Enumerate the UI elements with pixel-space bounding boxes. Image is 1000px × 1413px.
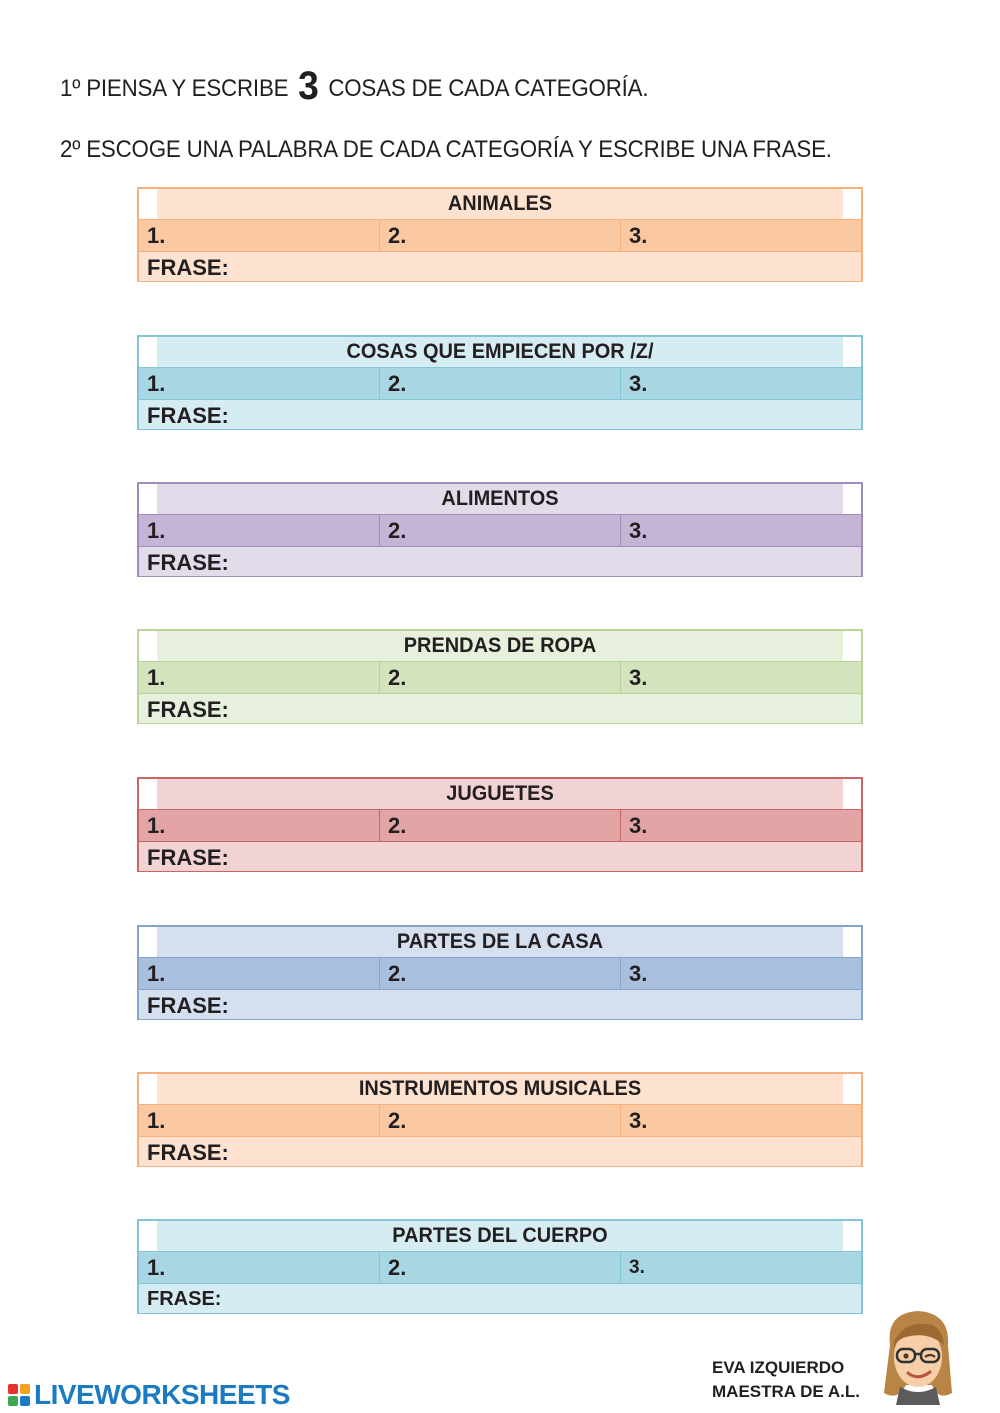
answer-field-2[interactable]: 2. bbox=[380, 810, 621, 841]
author-credit bbox=[712, 1356, 860, 1404]
sentence-field[interactable]: FRASE: bbox=[139, 990, 861, 1019]
logo-text: LIVEWORKSHEETS bbox=[34, 1379, 290, 1410]
answer-row bbox=[139, 367, 861, 400]
answer-row bbox=[139, 957, 861, 990]
answer-field-3[interactable]: 3. bbox=[629, 518, 648, 543]
answer-row bbox=[139, 661, 861, 694]
answer-field-3[interactable]: 3. bbox=[629, 961, 648, 986]
answer-field-2[interactable]: 2. bbox=[380, 220, 621, 251]
author-role: MAESTRA DE A.L. bbox=[712, 1382, 860, 1401]
answer-field-2[interactable]: 2. bbox=[380, 1105, 621, 1136]
answer-field-2[interactable]: 2. bbox=[380, 368, 621, 399]
instruction-2: 2º ESCOGE UNA PALABRA DE CADA CATEGORÍA Y ESCRIBE UNA FRASE. bbox=[60, 136, 832, 163]
author-name: EVA IZQUIERDO bbox=[712, 1358, 845, 1377]
answer-field-3[interactable]: 3. bbox=[629, 665, 648, 690]
answer-row bbox=[139, 1251, 861, 1284]
category-title: PARTES DE LA CASA bbox=[157, 927, 843, 957]
sentence-field[interactable]: FRASE: bbox=[139, 1137, 861, 1166]
sentence-field[interactable]: FRASE: bbox=[139, 842, 861, 871]
instruction-1-post: COSAS DE CADA CATEGORÍA. bbox=[328, 75, 649, 102]
teacher-avatar-icon bbox=[876, 1305, 960, 1405]
category-box-z-words bbox=[137, 335, 863, 430]
category-box-animales bbox=[137, 187, 863, 282]
sentence-field[interactable]: FRASE: bbox=[139, 694, 861, 723]
sentence-field[interactable]: FRASE: bbox=[139, 1284, 861, 1313]
instruction-1-number: 3 bbox=[298, 64, 319, 108]
category-title: ANIMALES bbox=[157, 189, 843, 219]
sentence-field[interactable]: FRASE: bbox=[139, 252, 861, 281]
answer-row bbox=[139, 1104, 861, 1137]
category-box-instrumentos bbox=[137, 1072, 863, 1167]
answer-field-1[interactable]: 1. bbox=[139, 515, 380, 546]
answer-field-1[interactable]: 1. bbox=[139, 958, 380, 989]
answer-field-3[interactable]: 3. bbox=[629, 223, 648, 248]
answer-field-1[interactable]: 1. bbox=[139, 1252, 380, 1283]
liveworksheets-logo[interactable] bbox=[8, 1379, 290, 1411]
answer-row bbox=[139, 219, 861, 252]
answer-row bbox=[139, 514, 861, 547]
category-title: ALIMENTOS bbox=[157, 484, 843, 514]
category-title: COSAS QUE EMPIECEN POR /Z/ bbox=[157, 337, 843, 367]
category-box-cuerpo bbox=[137, 1219, 863, 1314]
answer-field-2[interactable]: 2. bbox=[380, 958, 621, 989]
answer-field-1[interactable]: 1. bbox=[139, 662, 380, 693]
answer-field-1[interactable]: 1. bbox=[139, 810, 380, 841]
sentence-field[interactable]: FRASE: bbox=[139, 400, 861, 429]
answer-field-3[interactable]: 3. bbox=[629, 1257, 645, 1278]
category-title: INSTRUMENTOS MUSICALES bbox=[157, 1074, 843, 1104]
sentence-field[interactable]: FRASE: bbox=[139, 547, 861, 576]
liveworksheets-logo-icon bbox=[8, 1384, 30, 1406]
answer-field-2[interactable]: 2. bbox=[380, 662, 621, 693]
answer-field-3[interactable]: 3. bbox=[629, 1108, 648, 1133]
instruction-1-pre: 1º PIENSA Y ESCRIBE bbox=[60, 75, 289, 102]
answer-field-3[interactable]: 3. bbox=[629, 813, 648, 838]
answer-field-1[interactable]: 1. bbox=[139, 1105, 380, 1136]
category-box-alimentos bbox=[137, 482, 863, 577]
category-title: JUGUETES bbox=[157, 779, 843, 809]
category-box-prendas bbox=[137, 629, 863, 724]
category-title: PRENDAS DE ROPA bbox=[157, 631, 843, 661]
category-title: PARTES DEL CUERPO bbox=[157, 1221, 843, 1251]
answer-field-3[interactable]: 3. bbox=[629, 371, 648, 396]
instruction-1 bbox=[60, 64, 648, 109]
answer-field-1[interactable]: 1. bbox=[139, 368, 380, 399]
answer-field-1[interactable]: 1. bbox=[139, 220, 380, 251]
category-box-casa bbox=[137, 925, 863, 1020]
answer-row bbox=[139, 809, 861, 842]
answer-field-2[interactable]: 2. bbox=[380, 1252, 621, 1283]
answer-field-2[interactable]: 2. bbox=[380, 515, 621, 546]
category-box-juguetes bbox=[137, 777, 863, 872]
